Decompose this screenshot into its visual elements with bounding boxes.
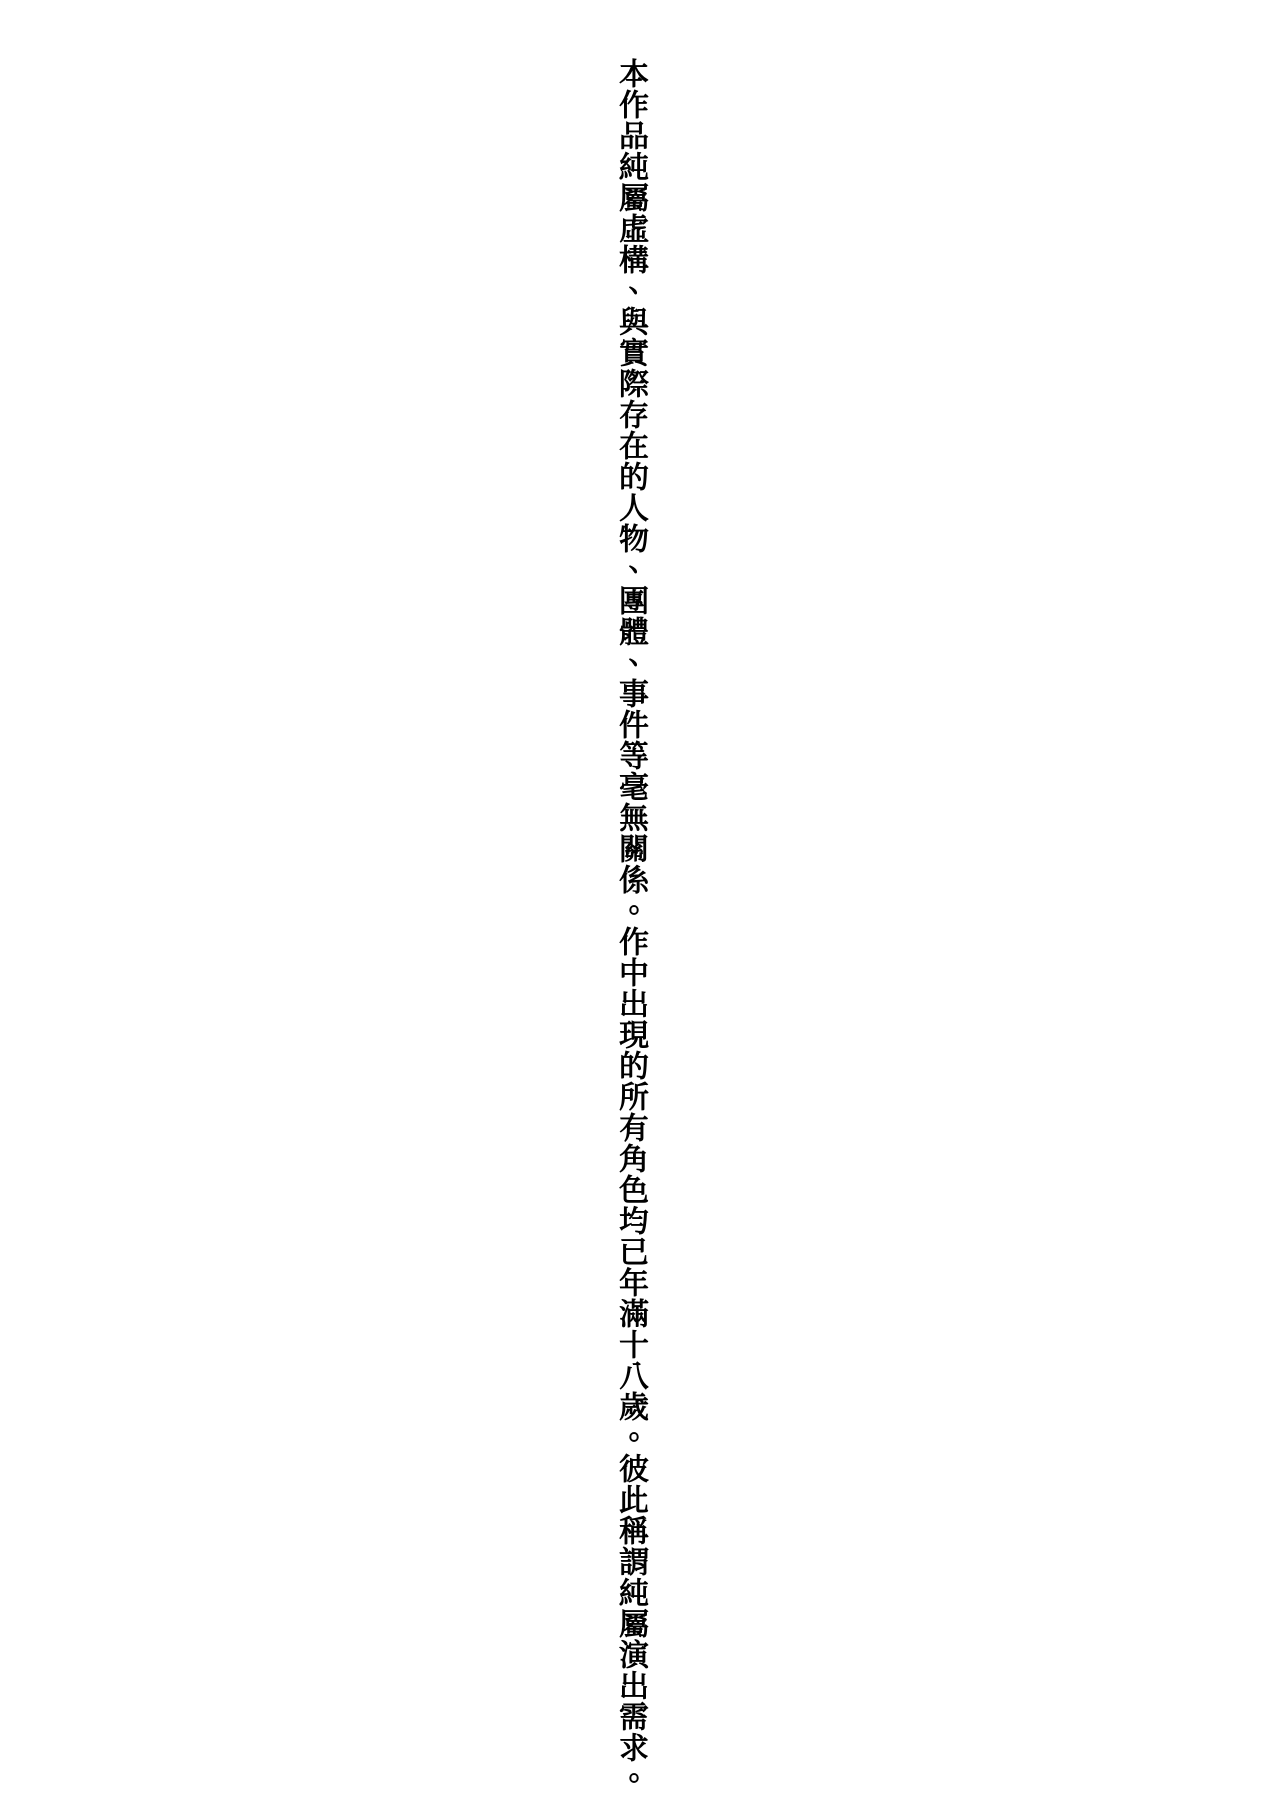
disclaimer-text: 本作品純屬虛構、與實際存在的人物、團體、事件等毫無關係。作中出現的所有角色均已年滿十八歲。彼此稱謂純屬演出需求。 bbox=[614, 58, 647, 1794]
